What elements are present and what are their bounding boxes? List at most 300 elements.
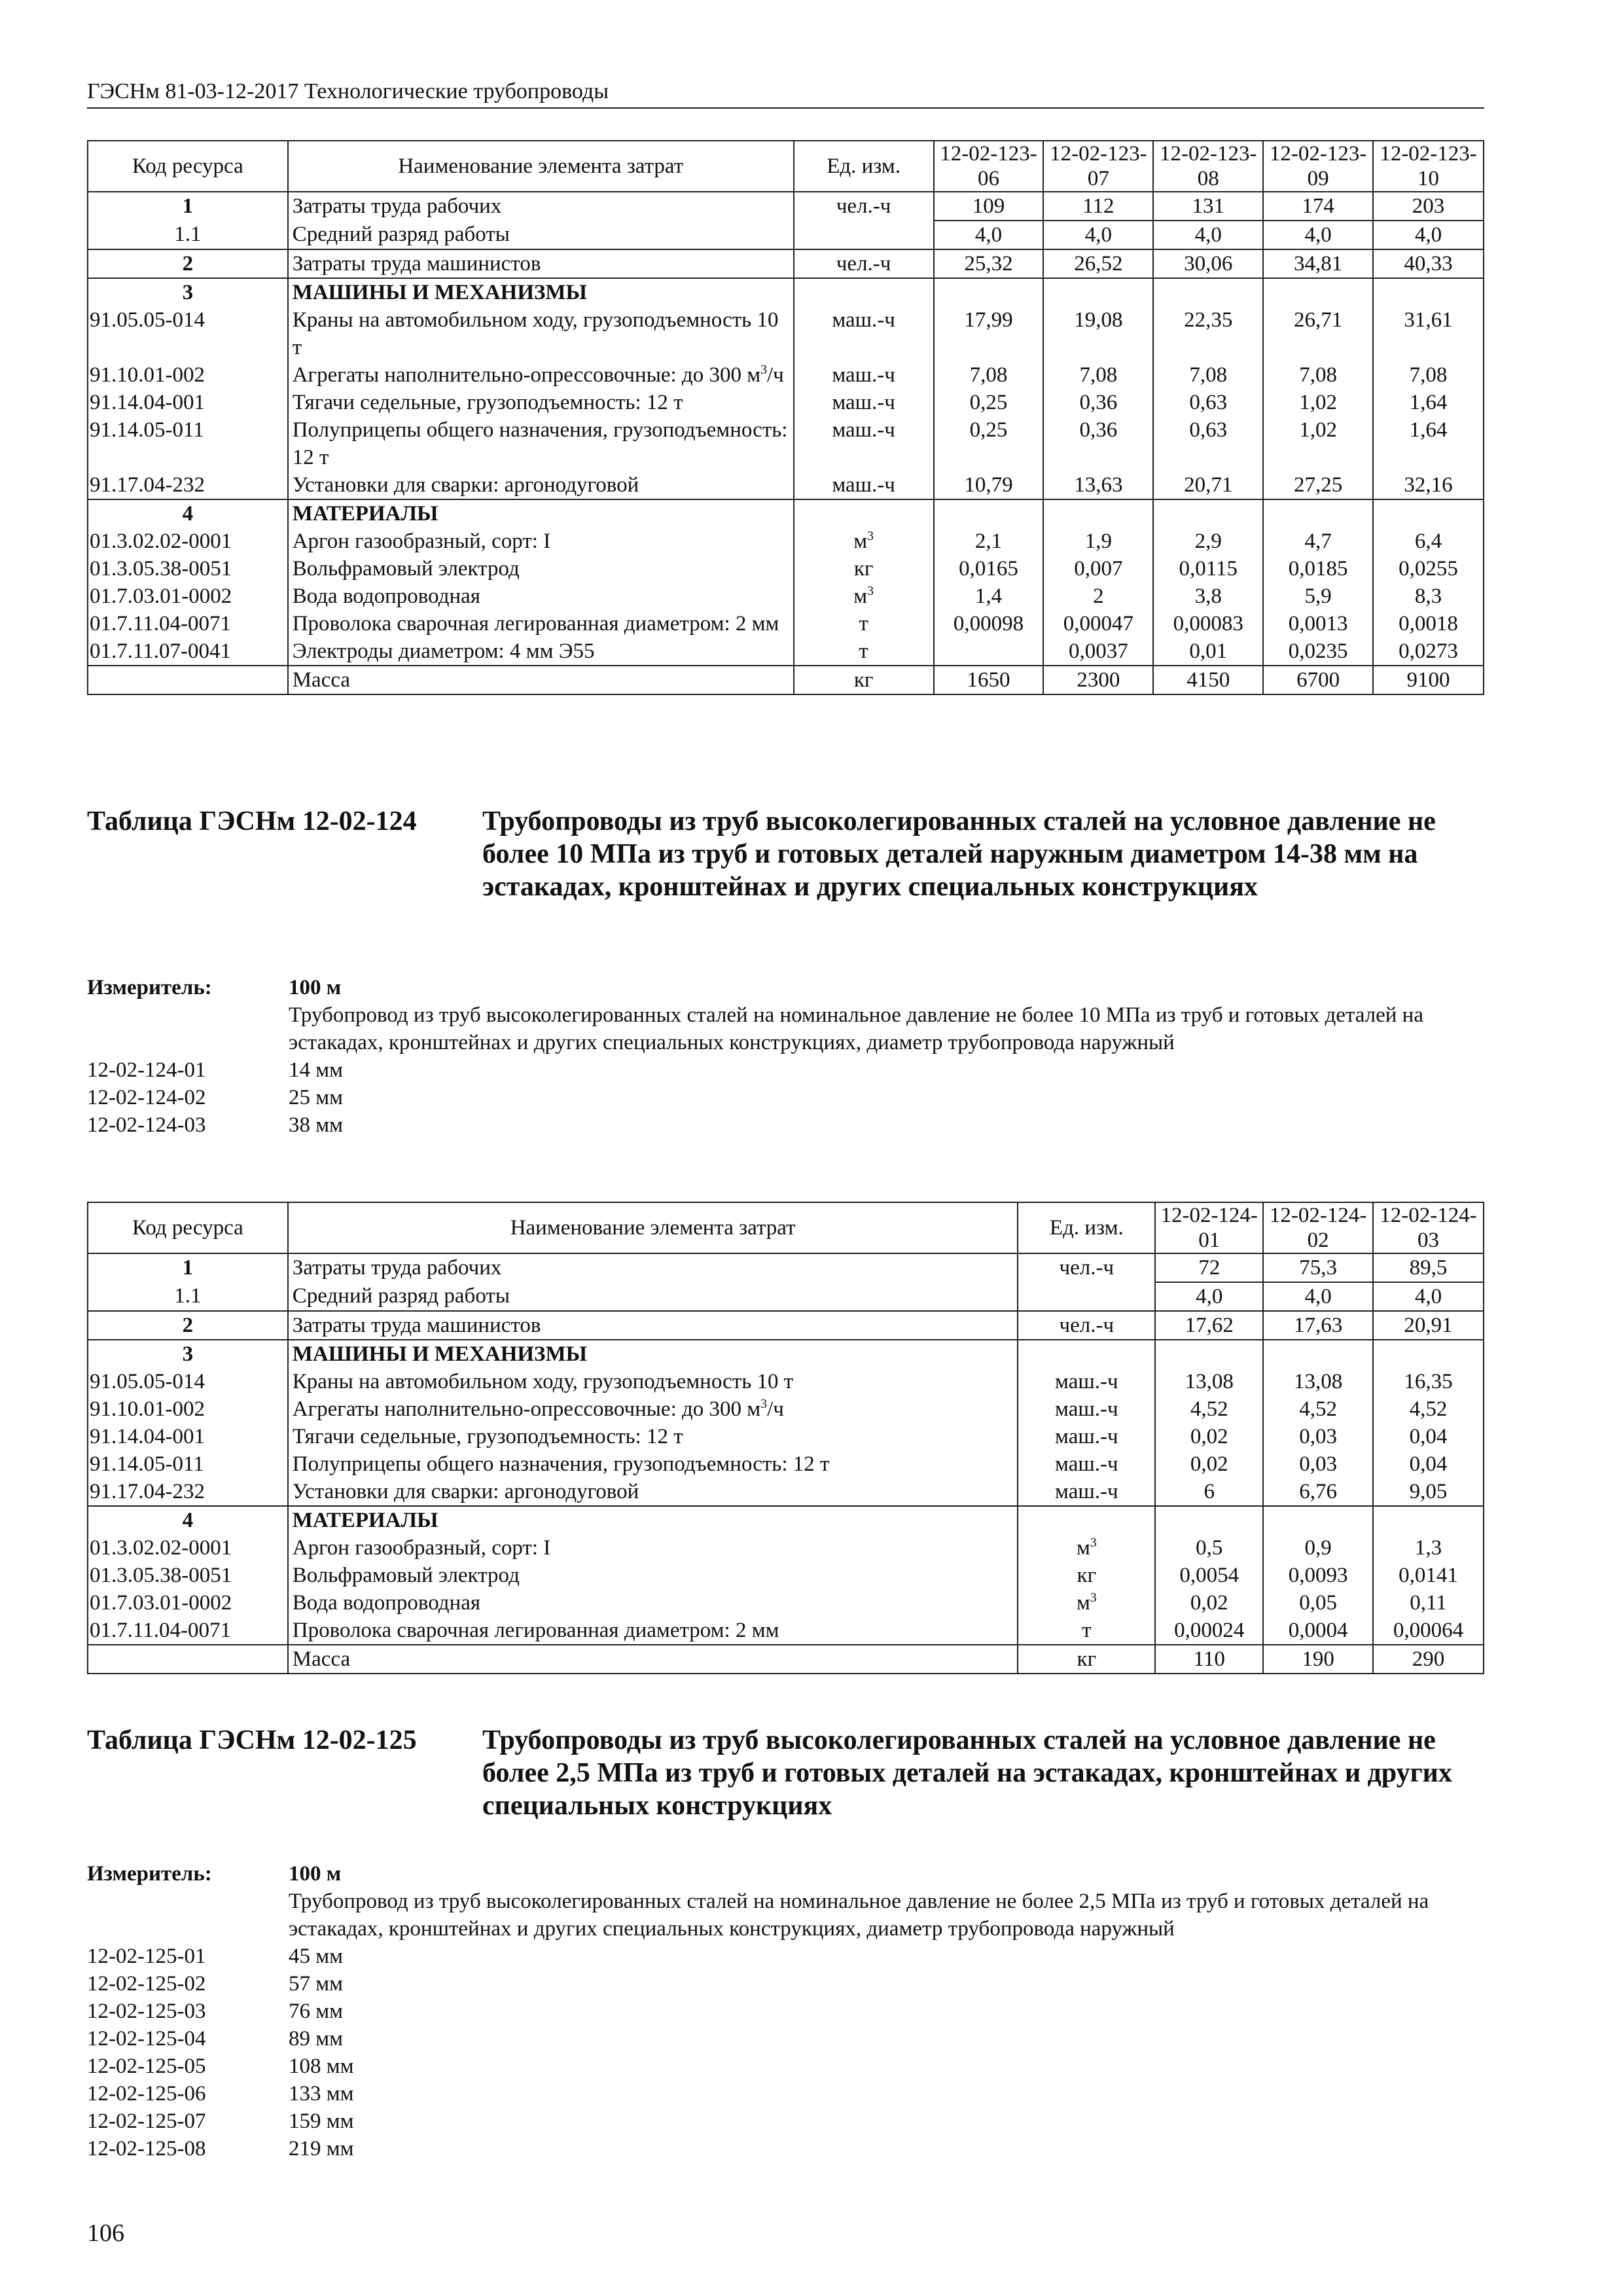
measure-label: Измеритель: [87, 1862, 212, 1886]
value-cell [1153, 278, 1263, 306]
value-cell: 0,9 [1263, 1534, 1373, 1562]
value-cell: 2300 [1043, 666, 1153, 694]
cost-element-cell: Вода водопроводная [288, 583, 794, 610]
value-cell: 4,0 [1153, 221, 1263, 249]
value-cell: 110 [1155, 1645, 1263, 1674]
cost-element-cell: Масса [288, 666, 794, 694]
cost-element-cell: Тягачи седельные, грузоподъемность: 12 т [288, 1423, 1018, 1450]
value-cell: 1,4 [934, 583, 1044, 610]
column-header: 12-02-124-03 [1373, 1202, 1484, 1253]
table-title: Трубопроводы из труб высоколегированных сталей на условное давление не более 10 МПа из труб и готовых деталей наружным диаметром 14-38 мм на эстакадах, кронштейнах и других специальных конструкциях [482, 806, 1436, 902]
table-row [88, 528, 1484, 555]
cost-element-cell: МАТЕРИАЛЫ [288, 499, 794, 528]
value-cell: 4,0 [934, 221, 1044, 249]
value-cell: 9100 [1373, 666, 1484, 694]
table-row [88, 361, 1484, 389]
resource-code-cell: 91.17.04-232 [88, 471, 288, 499]
value-cell: 32,16 [1373, 471, 1484, 499]
norm-code: 12-02-125-01 [87, 1945, 206, 1968]
value-cell: 0,0185 [1263, 555, 1373, 583]
resource-code-cell: 91.14.05-011 [88, 1450, 288, 1478]
norm-diameter: 38 мм [289, 1113, 344, 1137]
value-cell: 1,64 [1373, 389, 1484, 416]
unit-cell [1018, 1340, 1155, 1368]
header-row [88, 1202, 1484, 1253]
cost-element-cell: МАШИНЫ И МЕХАНИЗМЫ [288, 1340, 1018, 1368]
value-cell: 0,00064 [1373, 1617, 1484, 1645]
value-cell: 7,08 [1263, 361, 1373, 389]
table-label: Таблица ГЭСНм 12-02-124 [87, 806, 417, 836]
resource-code-cell: 91.14.04-001 [88, 389, 288, 416]
value-cell: 40,33 [1373, 249, 1484, 278]
page-number: 106 [87, 2219, 124, 2247]
norm-item [87, 1970, 1484, 1998]
unit-cell: $м^3$ [794, 583, 934, 610]
norm-item [87, 1111, 1484, 1139]
value-cell: 0,0115 [1153, 555, 1263, 583]
cost-element-cell: Вода водопроводная [288, 1589, 1018, 1617]
norm-item [87, 1056, 1484, 1084]
value-cell: 0,63 [1153, 389, 1263, 416]
unit-cell: т [794, 637, 934, 666]
resource-code-cell: 91.10.01-002 [88, 1395, 288, 1423]
resource-code-cell: 01.7.03.01-0002 [88, 1589, 288, 1617]
value-cell: 290 [1373, 1645, 1484, 1674]
value-cell: 203 [1373, 192, 1484, 221]
resource-code-cell: 4 [88, 1506, 288, 1534]
value-cell: 0,25 [934, 416, 1044, 471]
unit-cell: чел.-ч [794, 192, 934, 221]
value-cell: 34,81 [1263, 249, 1373, 278]
norm-item [87, 1943, 1484, 1970]
value-cell: 0,0141 [1373, 1562, 1484, 1589]
value-cell: 1,3 [1373, 1534, 1484, 1562]
cost-element-cell: Затраты труда машинистов [288, 1311, 1018, 1340]
value-cell: 0,007 [1043, 555, 1153, 583]
column-header: 12-02-123-09 [1263, 141, 1373, 192]
table-row [88, 1534, 1484, 1562]
value-cell: 0,00024 [1155, 1617, 1263, 1645]
table-label: Таблица ГЭСНм 12-02-125 [87, 1725, 417, 1755]
unit-cell: чел.-ч [1018, 1253, 1155, 1282]
value-cell: 4,52 [1155, 1395, 1263, 1423]
unit-cell: маш.-ч [794, 471, 934, 499]
value-cell: 0,25 [934, 389, 1044, 416]
unit-cell [1018, 1282, 1155, 1311]
norm-diameter: 159 мм [289, 2109, 354, 2133]
table-row [88, 1478, 1484, 1506]
value-cell: 0,0273 [1373, 637, 1484, 666]
table-row [88, 192, 1484, 221]
norm-code: 12-02-125-04 [87, 2027, 206, 2051]
resource-code-cell: 91.05.05-014 [88, 1368, 288, 1395]
value-cell: 0,0037 [1043, 637, 1153, 666]
value-cell [1153, 499, 1263, 528]
unit-cell: маш.-ч [794, 416, 934, 471]
value-cell: 7,08 [1043, 361, 1153, 389]
unit-cell: $м^3$ [1018, 1589, 1155, 1617]
unit-cell: кг [1018, 1562, 1155, 1589]
table-row [88, 555, 1484, 583]
cost-element-cell: Затраты труда рабочих [288, 192, 794, 221]
table-row [88, 416, 1484, 471]
resource-code-cell: 01.7.11.04-0071 [88, 1617, 288, 1645]
value-cell: 1650 [934, 666, 1044, 694]
value-cell: 27,25 [1263, 471, 1373, 499]
value-cell: 0,02 [1155, 1450, 1263, 1478]
value-cell: 131 [1153, 192, 1263, 221]
unit-cell: маш.-ч [1018, 1395, 1155, 1423]
value-cell: 22,35 [1153, 306, 1263, 361]
value-cell: 0,0018 [1373, 610, 1484, 637]
column-header: 12-02-124-01 [1155, 1202, 1263, 1253]
cost-element-cell: Краны на автомобильном ходу, грузоподъемность 10 т [288, 1368, 1018, 1395]
value-cell: 17,63 [1263, 1311, 1373, 1340]
table-row [88, 1423, 1484, 1450]
cost-element-cell: Затраты труда рабочих [288, 1253, 1018, 1282]
running-header: ГЭСНм 81-03-12-2017 Технологические трубопроводы [87, 77, 1484, 109]
norm-item [87, 2025, 1484, 2053]
value-cell: 1,02 [1263, 416, 1373, 471]
resource-code-cell [88, 666, 288, 694]
value-cell: 7,08 [1153, 361, 1263, 389]
cost-element-cell: МАТЕРИАЛЫ [288, 1506, 1018, 1534]
unit-cell: т [794, 610, 934, 637]
norm-code: 12-02-125-08 [87, 2137, 206, 2161]
value-cell [1263, 1340, 1373, 1368]
value-cell: 0,05 [1263, 1589, 1373, 1617]
value-cell [1263, 1506, 1373, 1534]
norm-item [87, 2080, 1484, 2108]
value-cell: 112 [1043, 192, 1153, 221]
value-cell: 0,03 [1263, 1423, 1373, 1450]
table-row [88, 637, 1484, 666]
resource-code-cell: 01.7.11.07-0041 [88, 637, 288, 666]
norm-item [87, 2053, 1484, 2080]
value-cell: 0,0013 [1263, 610, 1373, 637]
table-row [88, 1368, 1484, 1395]
unit-cell: кг [794, 555, 934, 583]
header-row [88, 141, 1484, 192]
value-cell [1043, 278, 1153, 306]
value-cell: 13,63 [1043, 471, 1153, 499]
resource-code-cell: 01.3.02.02-0001 [88, 1534, 288, 1562]
norm-diameter: 45 мм [289, 1945, 344, 1968]
value-cell: 4150 [1153, 666, 1263, 694]
norm-item [87, 2108, 1484, 2135]
cost-element-cell: Полуприцепы общего назначения, грузоподъемность: 12 т [288, 416, 794, 471]
column-header: Наименование элемента затрат [288, 141, 794, 192]
value-cell: 6,4 [1373, 528, 1484, 555]
unit-cell: маш.-ч [1018, 1450, 1155, 1478]
value-cell: 0,00098 [934, 610, 1044, 637]
value-cell: 0,0093 [1263, 1562, 1373, 1589]
value-cell: 4,0 [1155, 1282, 1263, 1311]
value-cell: 7,08 [1373, 361, 1484, 389]
table-title: Трубопроводы из труб высоколегированных сталей на условное давление не более 2,5 МПа из труб и готовых деталей на эстакадах, кронштейнах и других специальных конструкциях [482, 1725, 1452, 1821]
norm-code: 12-02-125-05 [87, 2054, 206, 2078]
cost-element-cell: Электроды диаметром: 4 мм Э55 [288, 637, 794, 666]
resource-code-cell: 1.1 [88, 221, 288, 249]
value-cell [1373, 1506, 1484, 1534]
table-row [88, 499, 1484, 528]
resource-code-cell: 01.7.03.01-0002 [88, 583, 288, 610]
value-cell: 17,62 [1155, 1311, 1263, 1340]
unit-cell: маш.-ч [1018, 1368, 1155, 1395]
unit-cell [794, 499, 934, 528]
value-cell: 0,02 [1155, 1589, 1263, 1617]
value-cell: 3,8 [1153, 583, 1263, 610]
value-cell: 13,08 [1155, 1368, 1263, 1395]
measure-description: Трубопровод из труб высоколегированных сталей на номинальное давление не более 2,5 МПа из труб и готовых деталей на эстакадах, кронштейнах и других специальных конструкциях, диаметр трубопровода наружный [289, 1890, 1429, 1941]
column-header: 12-02-123-10 [1373, 141, 1484, 192]
unit-cell: т [1018, 1617, 1155, 1645]
table-row [88, 1506, 1484, 1534]
norm-diameter: 14 мм [289, 1058, 344, 1082]
cost-element-cell: Установки для сварки: аргонодуговой [288, 471, 794, 499]
value-cell: 2 [1043, 583, 1153, 610]
value-cell [1263, 499, 1373, 528]
resource-table-12-02-124 [87, 1202, 1484, 1674]
unit-cell: маш.-ч [1018, 1423, 1155, 1450]
cost-element-cell: МАШИНЫ И МЕХАНИЗМЫ [288, 278, 794, 306]
value-cell: 1,02 [1263, 389, 1373, 416]
cost-element-cell: Тягачи седельные, грузоподъемность: 12 т [288, 389, 794, 416]
resource-code-cell: 1.1 [88, 1282, 288, 1311]
unit-cell: маш.-ч [794, 361, 934, 389]
value-cell [934, 637, 1044, 666]
value-cell: 4,0 [1263, 221, 1373, 249]
value-cell: 6,76 [1263, 1478, 1373, 1506]
resource-code-cell [88, 1645, 288, 1674]
value-cell: 0,04 [1373, 1450, 1484, 1478]
norm-code: 12-02-124-02 [87, 1086, 206, 1109]
measure-value: 100 м [289, 1862, 342, 1886]
value-cell [1263, 278, 1373, 306]
cost-element-cell: Вольфрамовый электрод [288, 555, 794, 583]
resource-code-cell: 91.14.04-001 [88, 1423, 288, 1450]
value-cell: 89,5 [1373, 1253, 1484, 1282]
value-cell: 0,00083 [1153, 610, 1263, 637]
norm-diameter: 133 мм [289, 2082, 354, 2106]
norm-item [87, 2135, 1484, 2162]
column-header: 12-02-123-06 [934, 141, 1044, 192]
value-cell: 6 [1155, 1478, 1263, 1506]
value-cell: 4,52 [1373, 1395, 1484, 1423]
resource-code-cell: 2 [88, 1311, 288, 1340]
norm-diameter: 25 мм [289, 1086, 344, 1109]
table-row [88, 221, 1484, 249]
value-cell [1373, 1340, 1484, 1368]
value-cell: 72 [1155, 1253, 1263, 1282]
cost-element-cell: Полуприцепы общего назначения, грузоподъемность: 12 т [288, 1450, 1018, 1478]
table-header [88, 141, 1484, 192]
value-cell: 4,0 [1043, 221, 1153, 249]
table-row [88, 1645, 1484, 1674]
value-cell [1373, 499, 1484, 528]
value-cell: 2,9 [1153, 528, 1263, 555]
unit-cell: чел.-ч [1018, 1311, 1155, 1340]
value-cell: 4,7 [1263, 528, 1373, 555]
value-cell: 1,9 [1043, 528, 1153, 555]
value-cell: 4,0 [1373, 1282, 1484, 1311]
cost-element-cell: Агрегаты наполнительно-опрессовочные: до 300 $м^3/ч$ [288, 361, 794, 389]
unit-cell: маш.-ч [1018, 1478, 1155, 1506]
table-row [88, 389, 1484, 416]
unit-cell: маш.-ч [794, 306, 934, 361]
value-cell: 75,3 [1263, 1253, 1373, 1282]
cost-element-cell: Затраты труда машинистов [288, 249, 794, 278]
column-header: Ед. изм. [1018, 1202, 1155, 1253]
value-cell: 2,1 [934, 528, 1044, 555]
norm-diameter: 108 мм [289, 2054, 354, 2078]
norm-item [87, 1084, 1484, 1111]
cost-element-cell: Средний разряд работы [288, 221, 794, 249]
table-row [88, 583, 1484, 610]
table-row [88, 1282, 1484, 1311]
resource-code-cell: 3 [88, 278, 288, 306]
resource-code-cell: 01.7.11.04-0071 [88, 610, 288, 637]
unit-cell: $м^3$ [794, 528, 934, 555]
norm-code: 12-02-124-01 [87, 1058, 206, 1082]
table-row [88, 666, 1484, 694]
cost-element-cell: Агрегаты наполнительно-опрессовочные: до 300 $м^3/ч$ [288, 1395, 1018, 1423]
cost-element-cell: Проволока сварочная легированная диаметром: 2 мм [288, 610, 794, 637]
value-cell [1155, 1506, 1263, 1534]
table-header [88, 1202, 1484, 1253]
value-cell: 9,05 [1373, 1478, 1484, 1506]
value-cell: 31,61 [1373, 306, 1484, 361]
resource-code-cell: 01.3.05.38-0051 [88, 555, 288, 583]
value-cell [934, 499, 1044, 528]
cost-element-cell: Масса [288, 1645, 1018, 1674]
measure-value: 100 м [289, 976, 342, 999]
value-cell: 0,0255 [1373, 555, 1484, 583]
norm-diameter: 57 мм [289, 1972, 344, 1996]
value-cell [934, 278, 1044, 306]
resource-code-cell: 1 [88, 192, 288, 221]
norm-code: 12-02-125-02 [87, 1972, 206, 1996]
table-row [88, 1562, 1484, 1589]
table-body [88, 192, 1484, 694]
value-cell: 0,02 [1155, 1423, 1263, 1450]
value-cell: 0,0165 [934, 555, 1044, 583]
value-cell: 7,08 [934, 361, 1044, 389]
value-cell: 190 [1263, 1645, 1373, 1674]
value-cell: 16,35 [1373, 1368, 1484, 1395]
table-row [88, 1450, 1484, 1478]
table-row [88, 1253, 1484, 1282]
value-cell: 26,52 [1043, 249, 1153, 278]
value-cell: 0,01 [1153, 637, 1263, 666]
value-cell: 0,0235 [1263, 637, 1373, 666]
value-cell: 0,11 [1373, 1589, 1484, 1617]
resource-code-cell: 1 [88, 1253, 288, 1282]
table-row [88, 306, 1484, 361]
value-cell: 20,71 [1153, 471, 1263, 499]
norm-diameter: 89 мм [289, 2027, 344, 2051]
norm-code: 12-02-124-03 [87, 1113, 206, 1137]
table-row [88, 610, 1484, 637]
value-cell: 17,99 [934, 306, 1044, 361]
unit-cell: маш.-ч [794, 389, 934, 416]
unit-cell [1018, 1506, 1155, 1534]
resource-code-cell: 91.14.05-011 [88, 416, 288, 471]
value-cell: 0,03 [1263, 1450, 1373, 1478]
norm-code: 12-02-125-06 [87, 2082, 206, 2106]
table-row [88, 1617, 1484, 1645]
value-cell: 6700 [1263, 666, 1373, 694]
value-cell: 0,63 [1153, 416, 1263, 471]
unit-cell: кг [1018, 1645, 1155, 1674]
norm-code: 12-02-125-03 [87, 2000, 206, 2023]
column-header: 12-02-124-02 [1263, 1202, 1373, 1253]
value-cell: 13,08 [1263, 1368, 1373, 1395]
column-header: 12-02-123-08 [1153, 141, 1263, 192]
table-row [88, 1311, 1484, 1340]
value-cell: 4,52 [1263, 1395, 1373, 1423]
value-cell: 0,5 [1155, 1534, 1263, 1562]
table-row [88, 1589, 1484, 1617]
value-cell: 109 [934, 192, 1044, 221]
value-cell: 4,0 [1373, 221, 1484, 249]
value-cell: 8,3 [1373, 583, 1484, 610]
table-row [88, 249, 1484, 278]
value-cell: 174 [1263, 192, 1373, 221]
table-row [88, 1395, 1484, 1423]
norm-item [87, 1998, 1484, 2025]
value-cell: 5,9 [1263, 583, 1373, 610]
unit-cell: кг [794, 666, 934, 694]
cost-element-cell: Средний разряд работы [288, 1282, 1018, 1311]
table-row [88, 1340, 1484, 1368]
measure-description: Трубопровод из труб высоколегированных сталей на номинальное давление не более 10 МПа из труб и готовых деталей на эстакадах, кронштейнах и других специальных конструкциях, диаметр трубопровода наружный [289, 1003, 1423, 1054]
value-cell: 0,00047 [1043, 610, 1153, 637]
unit-cell: чел.-ч [794, 249, 934, 278]
resource-table-12-02-123 [87, 140, 1484, 695]
resource-code-cell: 91.10.01-002 [88, 361, 288, 389]
unit-cell [794, 221, 934, 249]
value-cell [1373, 278, 1484, 306]
norm-diameter: 76 мм [289, 2000, 344, 2023]
value-cell: 25,32 [934, 249, 1044, 278]
resource-code-cell: 01.3.02.02-0001 [88, 528, 288, 555]
value-cell: 0,04 [1373, 1423, 1484, 1450]
value-cell: 10,79 [934, 471, 1044, 499]
norm-code: 12-02-125-07 [87, 2109, 206, 2133]
value-cell: 4,0 [1263, 1282, 1373, 1311]
resource-code-cell: 3 [88, 1340, 288, 1368]
cost-element-cell: Аргон газообразный, сорт: I [288, 528, 794, 555]
norm-items [87, 1943, 1484, 2162]
value-cell [1043, 499, 1153, 528]
table-row [88, 471, 1484, 499]
unit-cell: $м^3$ [1018, 1534, 1155, 1562]
measure-block-12-02-125 [87, 1860, 1484, 2162]
column-header: Ед. изм. [794, 141, 934, 192]
measure-label: Измеритель: [87, 976, 212, 999]
value-cell: 1,64 [1373, 416, 1484, 471]
cost-element-cell: Вольфрамовый электрод [288, 1562, 1018, 1589]
column-header: Наименование элемента затрат [288, 1202, 1018, 1253]
norm-diameter: 219 мм [289, 2137, 354, 2161]
table-body [88, 1253, 1484, 1674]
value-cell: 19,08 [1043, 306, 1153, 361]
value-cell: 20,91 [1373, 1311, 1484, 1340]
measure-block-12-02-124 [87, 974, 1484, 1139]
value-cell: 0,0004 [1263, 1617, 1373, 1645]
value-cell: 30,06 [1153, 249, 1263, 278]
